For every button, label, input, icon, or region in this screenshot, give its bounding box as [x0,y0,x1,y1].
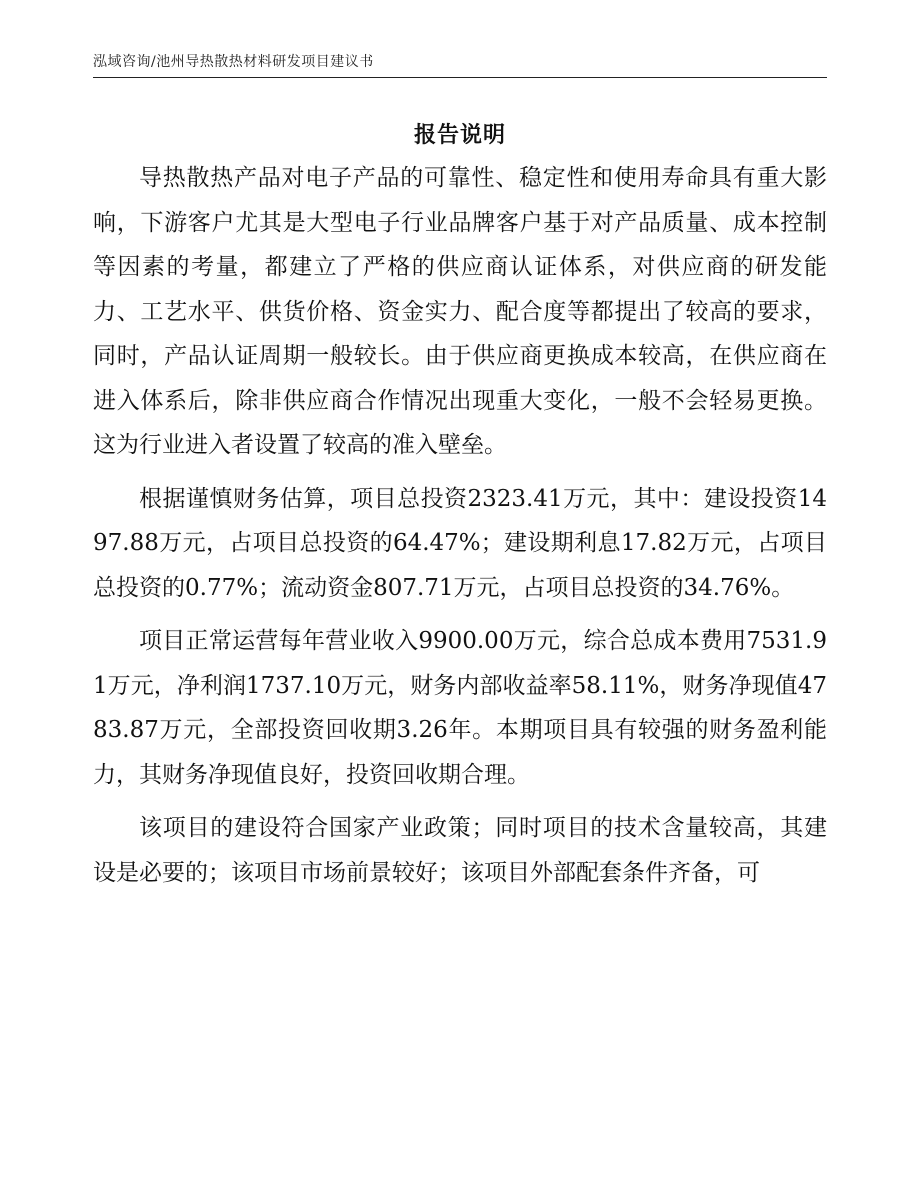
paragraph-investment-estimate: 根据谨慎财务估算，项目总投资2323.41万元，其中：建设投资1497.88万元，占项目总投资的64.47%；建设期利息17.82万元，占项目总投资的0.77%；流动资金807.71万元，占项目总投资的34.76%。 [93,485,827,601]
paragraph-industry-barrier: 导热散热产品对电子产品的可靠性、稳定性和使用寿命具有重大影响，下游客户尤其是大型电子行业品牌客户基于对产品质量、成本控制等因素的考量，都建立了严格的供应商认证体系，对供应商的研发能力、工艺水平、供货价格、资金实力、配合度等都提出了较高的要求，同时，产品认证周期一般较长。由于供应商更换成本较高，在供应商在进入体系后，除非供应商合作情况出现重大变化，一般不会轻易更换。这为行业进入者设置了较高的准入壁垒。 [93,165,827,458]
body-text [93,156,827,895]
running-header [93,53,827,78]
paragraph-project-feasibility: 该项目的建设符合国家产业政策；同时项目的技术含量较高，其建设是必要的；该项目市场前景较好；该项目外部配套条件齐备，可 [93,815,827,886]
section-title: 报告说明 [413,122,506,148]
header-text: 泓域咨询/池州导热散热材料研发项目建议书 [93,54,374,70]
paragraph-financial-performance: 项目正常运营每年营业收入9900.00万元，综合总成本费用7531.91万元，净利润1737.10万元，财务内部收益率58.11%，财务净现值4783.87万元，全部投资回收期3.26年。本期项目具有较强的财务盈利能力，其财务净现值良好，投资回收期合理。 [93,628,827,788]
